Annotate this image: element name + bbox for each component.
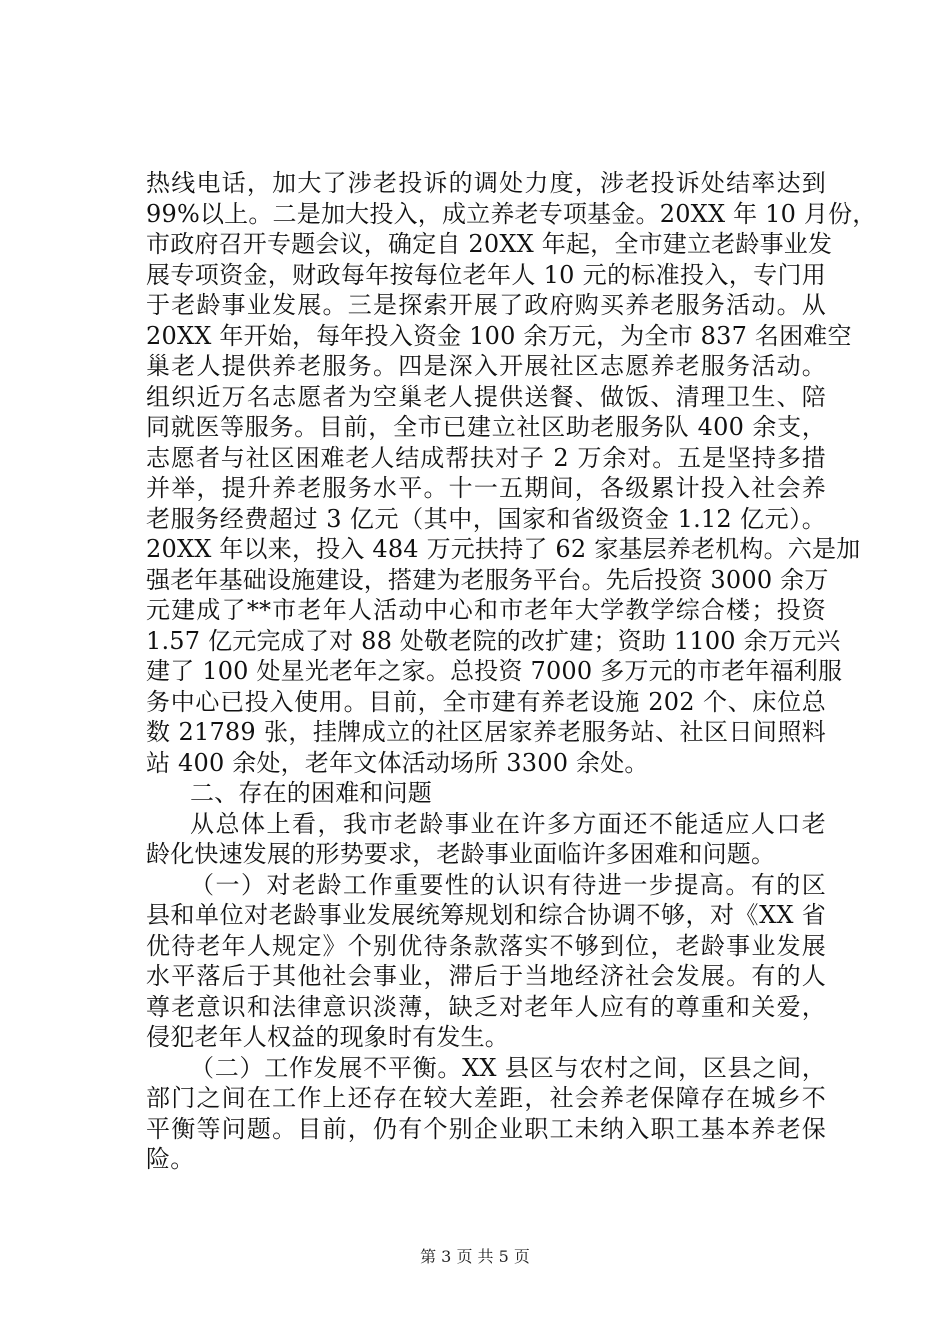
text-line: 并举，提升养老服务水平。十一五期间，各级累计投入社会养 <box>146 474 826 502</box>
text-line: 99%以上。二是加大投入，成立养老专项基金。20XX 年 10 月份， <box>146 199 877 228</box>
text-line: 志愿者与社区困难老人结成帮扶对子 2 万余对。五是坚持多措 <box>146 443 826 472</box>
text-line: 水平落后于其他社会事业，滞后于当地经济社会发展。有的人 <box>146 962 826 990</box>
section-heading: 二、存在的困难和问题 <box>190 779 432 807</box>
text-line: 于老龄事业发展。三是探索开展了政府购买养老服务活动。从 <box>146 291 826 319</box>
subsection-heading: （二）工作发展不平衡。XX 县区与农村之间，区县之间， <box>190 1053 826 1082</box>
text-line: 优待老年人规定》个别优待条款落实不够到位，老龄事业发展 <box>146 931 826 960</box>
text-line: 务中心已投入使用。目前，全市建有养老设施 202 个、床位总 <box>146 687 826 716</box>
text-line: 站 400 余处，老年文体活动场所 3300 余处。 <box>146 748 649 777</box>
text-line: 20XX 年以来，投入 484 万元扶持了 62 家基层养老机构。六是加 <box>146 535 861 563</box>
text-line: 1.57 亿元完成了对 88 处敬老院的改扩建；资助 1100 余万元兴 <box>146 626 841 655</box>
page-number: 第 3 页 共 5 页 <box>420 1247 530 1266</box>
text-line: 组织近万名志愿者为空巢老人提供送餐、做饭、清理卫生、陪 <box>146 382 826 411</box>
text-line: 建了 100 处星光老年之家。总投资 7000 多万元的市老年福利服 <box>146 657 843 685</box>
text-line: 20XX 年开始，每年投入资金 100 余万元，为全市 837 名困难空 <box>146 321 852 350</box>
text-line: 强老年基础设施建设，搭建为老服务平台。先后投资 3000 余万 <box>146 565 829 594</box>
body-text <box>146 168 877 1175</box>
text-line: 县和单位对老龄事业发展统筹规划和综合协调不够，对《XX 省 <box>146 901 826 929</box>
text-line: 热线电话，加大了涉老投诉的调处力度，涉老投诉处结率达到 <box>146 169 826 197</box>
text-line: 元建成了**市老年人活动中心和市老年大学教学综合楼；投资 <box>146 596 826 624</box>
text-line: 数 21789 张，挂牌成立的社区居家养老服务站、社区日间照料 <box>146 718 826 746</box>
text-line: 侵犯老年人权益的现象时有发生。 <box>146 1023 509 1051</box>
text-line: 尊老意识和法律意识淡薄，缺乏对老年人应有的尊重和关爱， <box>146 992 826 1021</box>
subsection-heading: （一）对老龄工作重要性的认识有待进一步提高。有的区 <box>190 870 826 899</box>
text-line: 部门之间在工作上还存在较大差距，社会养老保障存在城乡不 <box>146 1084 826 1112</box>
text-line: 同就医等服务。目前，全市已建立社区助老服务队 400 余支， <box>146 413 826 441</box>
text-line: 巢老人提供养老服务。四是深入开展社区志愿养老服务活动。 <box>146 352 826 380</box>
text-line: 市政府召开专题会议，确定自 20XX 年起，全市建立老龄事业发 <box>146 230 833 258</box>
text-line: 展专项资金，财政每年按每位老年人 10 元的标准投入，专门用 <box>146 260 826 289</box>
text-line: 险。 <box>146 1145 195 1173</box>
text-line: 老服务经费超过 3 亿元（其中，国家和省级资金 1.12 亿元）。 <box>146 504 826 533</box>
text-line: 平衡等问题。目前，仍有个别企业职工未纳入职工基本养老保 <box>146 1114 826 1143</box>
text-line: 从总体上看，我市老龄事业在许多方面还不能适应人口老 <box>190 809 826 838</box>
text-line: 龄化快速发展的形势要求，老龄事业面临许多困难和问题。 <box>146 840 776 868</box>
